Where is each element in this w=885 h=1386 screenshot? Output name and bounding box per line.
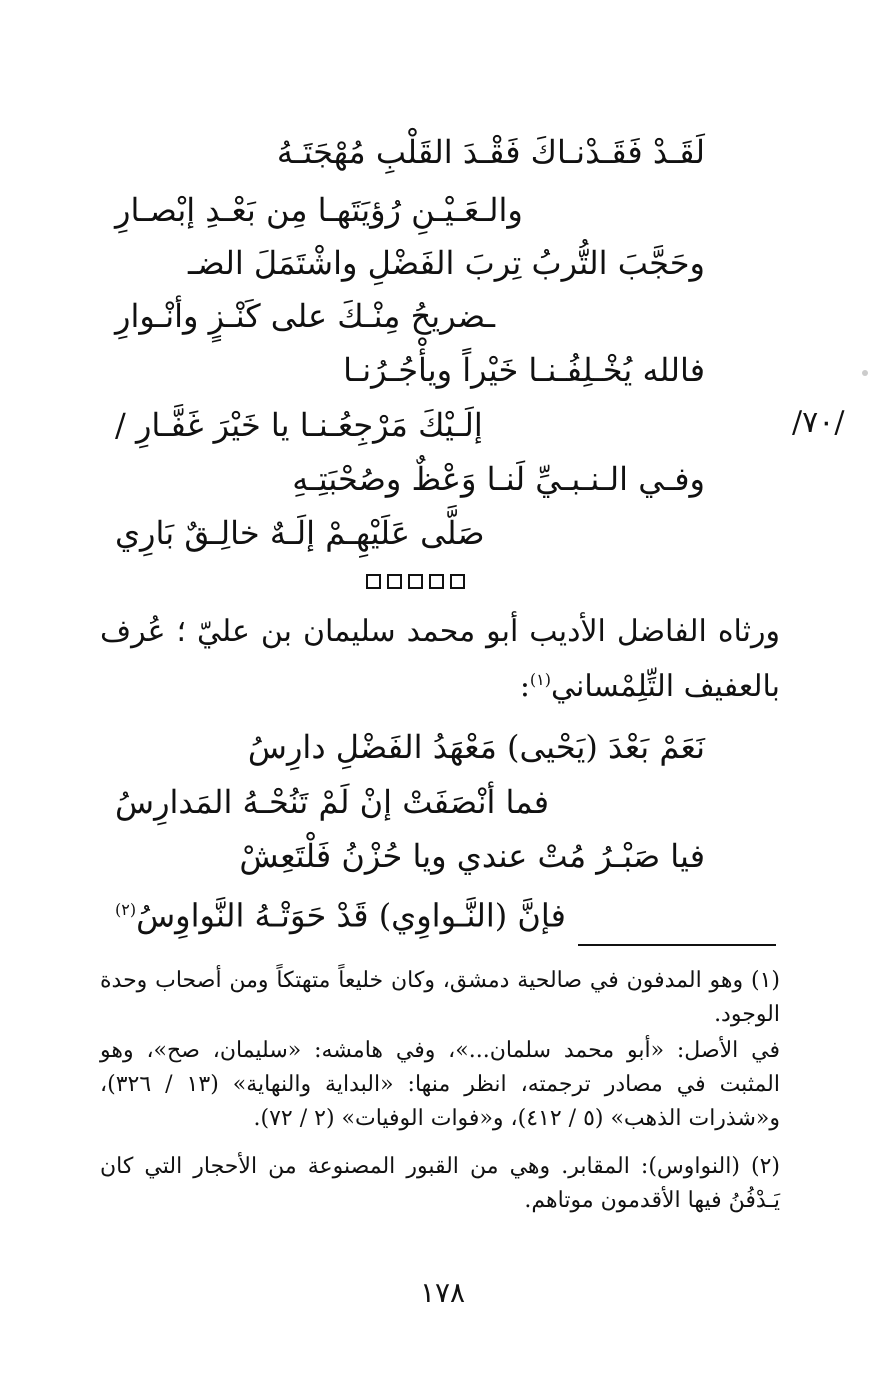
separator-square — [387, 574, 402, 589]
poem1-verse-5: فالله يُخْـلِفُـنـا خَيْراً ويأْجُـرُنـا — [343, 351, 705, 389]
page-number: ١٧٨ — [419, 1276, 466, 1309]
footnote-ref-2: (٢) — [115, 900, 137, 919]
section-separator — [366, 574, 465, 589]
poem1-verse-7: وفـي الـنـبـيِّ لَنـا وَعْظٌ وصُحْبَتِـهِ — [292, 460, 705, 498]
poem1-verse-3: وحَجَّبَ التُّربُ تِربَ الفَضْلِ واشْتَمَلَ الضـ — [187, 244, 705, 282]
poem2-verse-1: نَعَمْ بَعْدَ (يَحْيى) مَعْهَدُ الفَضْلِ دارِسُ — [247, 728, 705, 766]
intro-colon: : — [519, 669, 530, 704]
separator-square — [408, 574, 423, 589]
separator-square — [450, 574, 465, 589]
poem2-verse-4-text: فإنَّ (النَّـواوِي) قَدْ حَوَتْـهُ النَّواوِسُ — [136, 896, 566, 935]
poem1-verse-1: لَقَـدْ فَقَـدْنـاكَ فَقْـدَ القَلْبِ مُهْجَتَـهُ — [276, 133, 705, 171]
poem2-verse-2: فما أنْصَفَتْ إنْ لَمْ تَنُحْـهُ المَدارِسُ — [115, 783, 550, 821]
intro-text: ورثاه الفاضل الأديب أبو محمد سليمان بن عليّ ؛ عُرف بالعفيف التِّلِمْساني — [100, 614, 780, 704]
poem2-verse-4 — [115, 890, 566, 936]
footnote-2: (٢) (النواوس): المقابر. وهي من القبور المصنوعة من الأحجار التي كان يَـدْفُنُ فيها الأقدمون موتاهم. — [100, 1154, 780, 1213]
poem1-verse-6: إلَـيْكَ مَرْجِعُـنـا يا خَيْرَ غَفَّـارِ / — [115, 406, 483, 444]
manuscript-page-marker: /٧٠/ — [792, 405, 845, 440]
scan-speck — [862, 370, 868, 376]
footnote-1: (١) وهو المدفون في صالحية دمشق، وكان خليعاً متهتكاً ومن أصحاب وحدة الوجود. — [100, 968, 780, 1027]
poem1-verse-4: ـضريحُ مِنْـكَ على كَنْـزٍ وأنْـوارِ — [115, 297, 495, 335]
poem1-verse-8: صَلَّى عَلَيْهِـمْ إلَـهٌ خالِـقٌ بَارِي — [115, 514, 485, 552]
footnote-separator — [578, 944, 776, 946]
footnote-ref-1: (١) — [529, 670, 552, 689]
separator-square — [366, 574, 381, 589]
intro-paragraph — [100, 608, 780, 711]
separator-square — [429, 574, 444, 589]
footnote-1-note: في الأصل: «أبو محمد سلمان...»، وفي هامشه: «سليمان، صح»، وهو المثبت في مصادر ترجمته، انظر منها: «البداية والنهاية» (١٣ / ٣٢٦)، و«شذرات الذهب» (٥ / ٤١٢)، و«فوات الوفيات» (٢ / ٧٢). — [100, 1038, 780, 1131]
poem1-verse-2: والـعَـيْـنِ رُؤيَتَهـا مِن بَعْـدِ إبْصـارِ — [115, 191, 523, 229]
poem2-verse-3: فيا صَبْـرُ مُتْ عندي ويا حُزْنُ فَلْتَعِشْ — [239, 837, 705, 875]
